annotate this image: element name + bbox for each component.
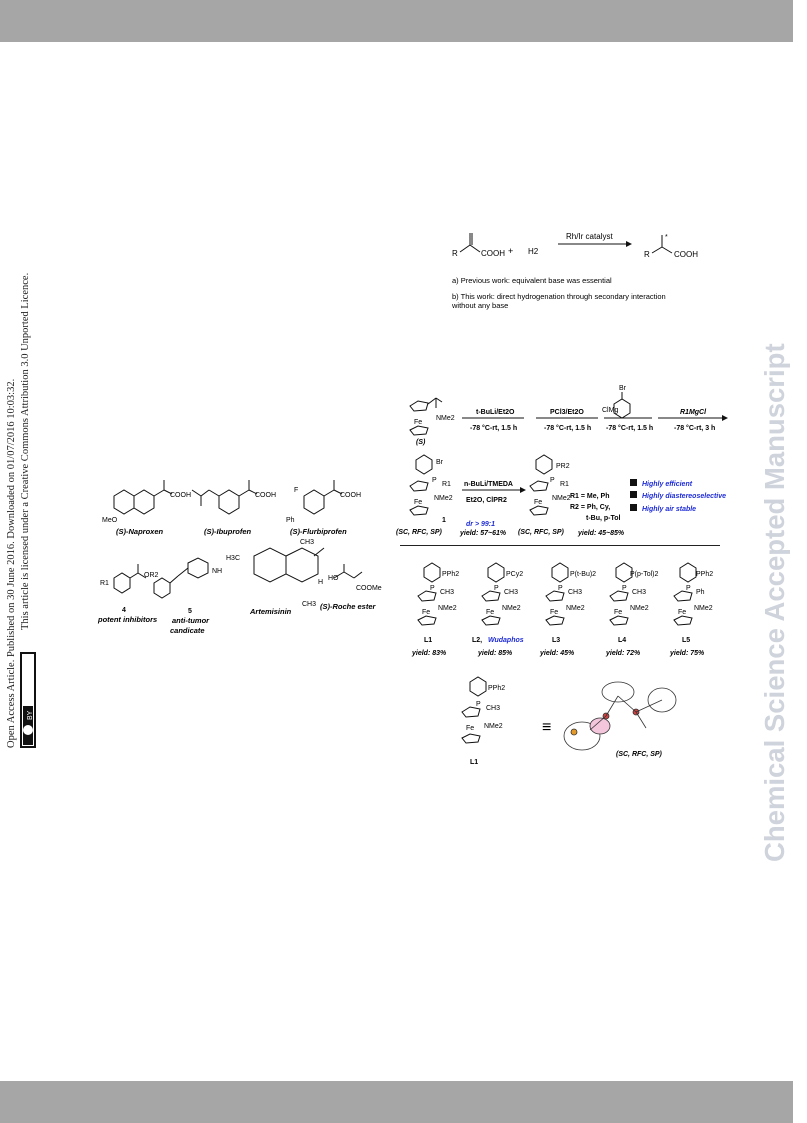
xray-l1-name: L1	[470, 759, 479, 766]
ligand-l2[interactable]	[472, 563, 524, 657]
cc-by-badge[interactable]	[20, 652, 36, 748]
compound-4-number: 4	[122, 607, 126, 614]
product-nme2: NMe2	[552, 495, 571, 502]
feature-air-stable: Highly air stable	[642, 506, 697, 513]
section-divider	[400, 545, 720, 546]
int1-number: 1	[442, 517, 446, 524]
yield-step2: yield: 45~85%	[578, 530, 625, 537]
l3-p: P	[558, 585, 563, 592]
xray-config: (SC, RFC, SP)	[616, 751, 662, 758]
r2-definition: R2 = Ph, Cy,	[570, 504, 611, 511]
substrate-r: R	[452, 249, 458, 258]
flurbiprofen-ph: Ph	[286, 517, 295, 524]
l5-pgroup: PPh2	[696, 571, 714, 578]
start-cp-top	[410, 401, 428, 411]
artemisinin-h: H	[318, 579, 324, 586]
l1-p: P	[430, 585, 435, 592]
header-bar	[0, 0, 793, 42]
ligand-l5[interactable]	[669, 563, 713, 657]
l1-xray-figure	[440, 666, 710, 776]
compound-5-number: 5	[188, 608, 192, 615]
feature-bullet-2	[630, 491, 637, 498]
compound-5-ring	[188, 558, 208, 578]
l4-pgroup: P(p-Tol)2	[630, 571, 659, 578]
step1-reagent: t-BuLi/Et2O	[476, 409, 515, 416]
int1-br: Br	[436, 459, 443, 466]
xray-l1-cp-bottom	[462, 734, 480, 743]
cc-icon	[23, 725, 33, 735]
l4-pr: CH3	[632, 589, 647, 596]
substrate-cooh: COOH	[481, 249, 505, 258]
compound-5-desc-1: anti-tumor	[172, 616, 210, 625]
plus-sign: +	[508, 246, 514, 256]
hydrogenation-scheme	[440, 225, 740, 315]
int1-p: P	[432, 477, 437, 484]
product-r1: R1	[560, 481, 569, 488]
l5-p: P	[686, 585, 691, 592]
l2-pr: CH3	[504, 589, 519, 596]
feature-bullet-3	[630, 504, 637, 511]
xray-l1-fe: Fe	[466, 725, 475, 732]
int1-cp-top	[410, 481, 428, 491]
roche-ho: HO	[328, 575, 339, 582]
xray-l1-nme2: NMe2	[484, 723, 503, 730]
int1-nme2: NMe2	[434, 495, 453, 502]
accepted-manuscript-watermark	[731, 256, 807, 864]
artemisinin-core	[254, 548, 286, 582]
feature-efficient: Highly efficient	[642, 481, 693, 488]
step4-reagent: R1MgCl	[680, 409, 707, 416]
watermark-text: Chemical Science Accepted Manuscript	[759, 343, 790, 862]
product-fe: Fe	[534, 499, 543, 506]
h2-reagent: H2	[528, 247, 539, 256]
bioactive-compounds	[98, 478, 384, 648]
compound-4-desc: potent inhibitors	[98, 615, 158, 624]
substrate-structure	[460, 233, 480, 252]
product-cp-bottom	[530, 506, 548, 515]
l5-nme2: NMe2	[694, 605, 713, 612]
step1-conditions: -78 °C-rt, 1.5 h	[470, 425, 518, 432]
r1-definition: R1 = Me, Ph	[570, 493, 610, 500]
roche-label: (S)-Roche ester	[320, 602, 376, 611]
compound-5-desc-2: candicate	[170, 626, 205, 635]
l1-name: L1	[424, 637, 433, 644]
artemisinin-ch3-bottom: CH3	[302, 601, 317, 608]
l1-yield: yield: 83%	[412, 650, 447, 657]
note-this-work-cont: without any base	[452, 301, 509, 310]
ibuprofen-label: (S)-Ibuprofen	[204, 527, 252, 536]
l4-fe: Fe	[614, 609, 623, 616]
xray-l1-p: P	[476, 701, 481, 708]
product-aryl-ring	[536, 455, 552, 474]
step3-reagent: ClMg	[602, 407, 619, 414]
artemisinin-label: Artemisinin	[250, 607, 292, 616]
ligand-l1[interactable]	[411, 563, 459, 657]
compound-5-nh: NH	[212, 568, 223, 575]
product-r: R	[644, 250, 650, 259]
xray-l1-aryl-ring	[470, 677, 486, 696]
int1-config: (SC, RFC, SP)	[396, 529, 442, 536]
step2-conditions: -78 °C-rt, 1.5 h	[544, 425, 592, 432]
naproxen-ring-2	[134, 490, 154, 514]
note-this-work: b) This work: direct hydrogenation through secondary interaction	[452, 292, 666, 301]
product-cp-top	[530, 481, 548, 491]
int1-r1: R1	[442, 481, 451, 488]
l2-nme2: NMe2	[502, 605, 521, 612]
product-cooh: COOH	[674, 250, 698, 259]
footer-bar	[0, 1081, 793, 1123]
l4-yield: yield: 72%	[606, 650, 641, 657]
l5-fe: Fe	[678, 609, 687, 616]
l4-nme2: NMe2	[630, 605, 649, 612]
l5-name: L5	[682, 637, 691, 644]
ligand-synthesis-scheme	[396, 382, 730, 542]
naproxen-meo: MeO	[102, 517, 118, 524]
license-line-1[interactable]: Open Access Article. Published on 30 June 2016. Downloaded on 01/07/2016 10:03:32.	[6, 378, 17, 748]
l2-fe: Fe	[486, 609, 495, 616]
artemisinin-ring-2	[286, 548, 318, 582]
l2-pgroup: PCy2	[506, 571, 524, 578]
feature-bullet-1	[630, 479, 637, 486]
product-star: *	[665, 234, 668, 241]
ibuprofen-ring	[219, 490, 239, 514]
reaction-arrowhead	[626, 241, 632, 247]
equivalence-symbol: ≡	[542, 719, 552, 736]
ligand-l4[interactable]	[605, 563, 659, 657]
l2-p: P	[494, 585, 499, 592]
artemisinin-ch3-top: CH3	[300, 539, 315, 546]
flurbiprofen-label: (S)-Flurbiprofen	[290, 527, 347, 536]
l3-yield: yield: 45%	[540, 650, 575, 657]
artemisinin-h3c: H3C	[226, 555, 241, 562]
l5-pr: Ph	[696, 589, 705, 596]
dr-value: dr > 99:1	[466, 521, 495, 528]
l1-pr: CH3	[440, 589, 455, 596]
naproxen-label: (S)-Naproxen	[116, 527, 164, 536]
l1-fe: Fe	[422, 609, 431, 616]
step5-conditions: Et2O, ClPR2	[466, 497, 507, 504]
step4-conditions: -78 °C-rt, 3 h	[674, 425, 716, 432]
l4-p: P	[622, 585, 627, 592]
flurbiprofen-cooh: COOH	[340, 492, 361, 499]
l2-wudaphos: Wudaphos	[488, 637, 524, 644]
int1-cp-bottom	[410, 506, 428, 515]
l1-nme2: NMe2	[438, 605, 457, 612]
step2-reagent: PCl3/Et2O	[550, 409, 584, 416]
naproxen-cooh: COOH	[170, 492, 191, 499]
l3-name: L3	[552, 637, 561, 644]
ibuprofen-cooh: COOH	[255, 492, 276, 499]
step5-reagent: n-BuLi/TMEDA	[464, 481, 513, 488]
compound-5-phenyl	[154, 578, 170, 598]
ligand-l3[interactable]	[539, 563, 596, 657]
start-nme2: NMe2	[436, 415, 455, 422]
l3-pr: CH3	[568, 589, 583, 596]
start-fe: Fe	[414, 419, 423, 426]
compound-4-ring	[114, 573, 130, 593]
ligand-series	[398, 548, 728, 660]
catalyst-label: Rh/Ir catalyst	[566, 232, 613, 241]
product-pr2: PR2	[556, 463, 570, 470]
l3-fe: Fe	[550, 609, 559, 616]
start-cp-bottom	[410, 426, 428, 435]
xray-l1-cp-top	[462, 707, 480, 717]
arrowhead-step5	[520, 487, 526, 493]
cc-badge-label: BY	[27, 710, 34, 720]
flurbiprofen-f: F	[294, 487, 299, 494]
xray-l1-pr: CH3	[486, 705, 501, 712]
ortep-structure	[564, 682, 676, 750]
l4-name: L4	[618, 637, 627, 644]
feature-diastereoselective: Highly diastereoselective	[642, 493, 727, 500]
product-structure	[652, 235, 672, 253]
l3-pgroup: P(t-Bu)2	[570, 571, 597, 578]
naproxen-ring-1	[114, 490, 134, 514]
product-p: P	[550, 477, 555, 484]
yield-step1: yield: 57~61%	[460, 530, 507, 537]
compound-4-or2: OR2	[144, 572, 159, 579]
roche-coome: COOMe	[356, 585, 382, 592]
l3-nme2: NMe2	[566, 605, 585, 612]
l1-pgroup: PPh2	[442, 571, 460, 578]
l2-yield: yield: 85%	[478, 650, 513, 657]
step3-conditions: -78 °C-rt, 1.5 h	[606, 425, 654, 432]
start-label: (S)	[416, 439, 426, 446]
flurbiprofen-ring	[304, 490, 324, 514]
step3-br: Br	[619, 385, 626, 392]
product-config: (SC, RFC, SP)	[518, 529, 564, 536]
note-previous-work: a) Previous work: equivalent base was essential	[452, 276, 612, 285]
r2-definition-cont: t-Bu, p-Tol	[586, 515, 621, 522]
l5-yield: yield: 75%	[670, 650, 705, 657]
arrowhead-step4	[722, 415, 728, 421]
l2-name: L2,	[472, 637, 483, 644]
int1-aryl-ring	[416, 455, 432, 474]
int1-fe: Fe	[414, 499, 423, 506]
license-line-2[interactable]: This article is licensed under a Creative Commons Attribution 3.0 Unported Licence.	[20, 272, 31, 630]
compound-4-r1: R1	[100, 580, 109, 587]
xray-l1-pgroup: PPh2	[488, 685, 506, 692]
